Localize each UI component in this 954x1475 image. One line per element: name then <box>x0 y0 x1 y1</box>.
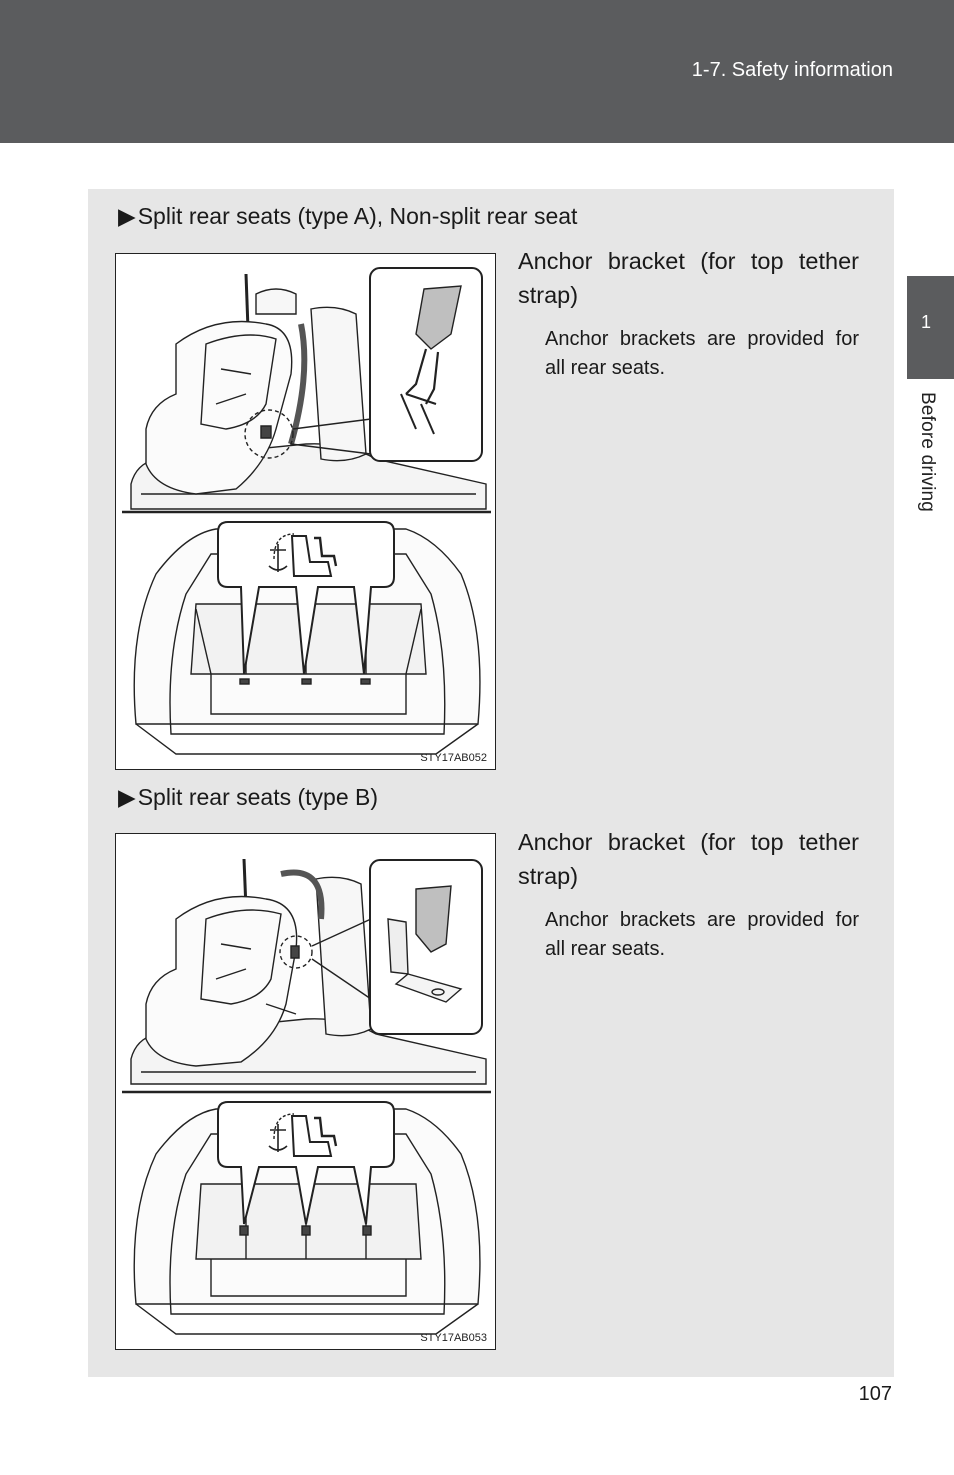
header-band <box>0 0 954 143</box>
triangle-marker-icon: ▶ <box>118 784 136 810</box>
figure-code: STY17AB053 <box>420 1332 487 1344</box>
description-type-b <box>518 825 859 964</box>
chapter-number: 1 <box>921 312 932 332</box>
child-seat-anchor-illustration <box>116 834 496 1350</box>
figure-type-a <box>115 253 496 770</box>
page-number: 107 <box>858 1383 892 1405</box>
section-heading-text: Split rear seats (type B) <box>137 784 379 810</box>
chapter-tab <box>907 276 954 379</box>
figure-code: STY17AB052 <box>420 752 487 764</box>
description-title: Anchor bracket (for top tether strap) <box>518 829 859 889</box>
chapter-label: Before driving <box>917 392 938 513</box>
section-heading-type-b <box>118 784 378 811</box>
section-heading-type-a <box>118 203 577 230</box>
section-heading-text: Split rear seats (type A), Non-split rear seat <box>137 203 578 229</box>
description-body: Anchor brackets are provided for all rear seats. <box>545 909 859 960</box>
section-title: 1-7. Safety information <box>691 59 893 81</box>
description-body: Anchor brackets are provided for all rear seats. <box>545 328 859 379</box>
description-type-a <box>518 244 859 383</box>
description-title: Anchor bracket (for top tether strap) <box>518 248 859 308</box>
child-seat-anchor-illustration <box>116 254 496 770</box>
figure-type-b <box>115 833 496 1350</box>
triangle-marker-icon: ▶ <box>118 203 136 229</box>
